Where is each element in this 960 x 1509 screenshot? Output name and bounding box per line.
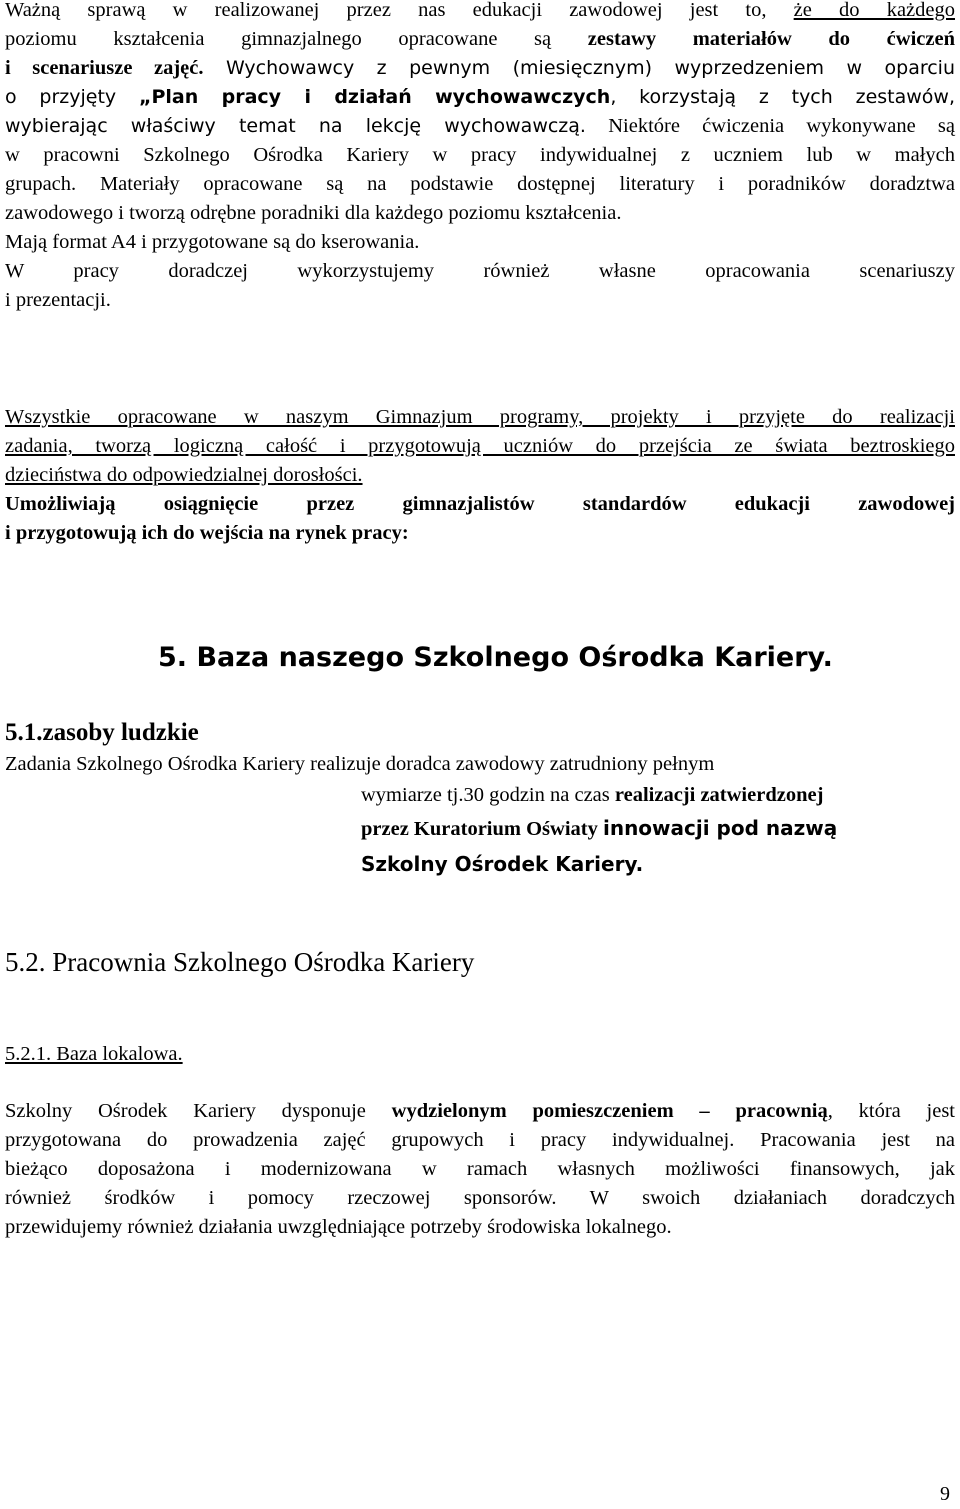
text-line: Wszystkie opracowane w naszym Gimnazjum programy, projekty i przyjęte do realizacji xyxy=(5,406,955,428)
text-line: Szkolny Ośrodek Kariery. xyxy=(361,852,644,876)
section-5-1-heading: 5.1.zasoby ludzkie xyxy=(5,719,199,746)
text-line: wymiarze tj.30 godzin na czas realizacji zatwierdzonej xyxy=(361,784,824,806)
text-line: Umożliwiają osiągnięcie przez gimnazjalistów standardów edukacji zawodowej xyxy=(5,493,955,515)
text-line: i przygotowują ich do wejścia na rynek pracy: xyxy=(5,522,409,544)
page-number: 9 xyxy=(940,1483,950,1505)
text-line: bieżąco doposażona i modernizowana w ramach własnych możliwości finansowych, jak xyxy=(5,1158,955,1180)
text-line: Mają format A4 i przygotowane są do kserowania. xyxy=(5,231,420,253)
text-line: W pracy doradczej wykorzystujemy również własne opracowania scenariuszy xyxy=(5,260,955,282)
text-line: Szkolny Ośrodek Kariery dysponuje wydzielonym pomieszczeniem – pracownią, która jest xyxy=(5,1100,955,1122)
text-line: dzieciństwa do odpowiedzialnej dorosłości. xyxy=(5,464,363,486)
section-5-2-heading: 5.2. Pracownia Szkolnego Ośrodka Kariery xyxy=(5,947,475,977)
text-line: przygotowana do prowadzenia zajęć grupowych i pracy indywidualnej. Pracowania jest na xyxy=(5,1129,955,1151)
text-line: wybierając właściwy temat na lekcję wychowawczą. Niektóre ćwiczenia wykonywane są xyxy=(5,115,955,137)
text-line: Zadania Szkolnego Ośrodka Kariery realizuje doradca zawodowy zatrudniony pełnym xyxy=(5,753,715,775)
summary-paragraph xyxy=(5,403,955,548)
text-line: również środków i pomocy rzeczowej sponsorów. W swoich działaniach doradczych xyxy=(5,1187,955,1209)
text-line: w pracowni Szkolnego Ośrodka Kariery w pracy indywidualnej z uczniem lub w małych xyxy=(5,144,955,166)
text-line: zadania, tworzą logiczną całość i przygotowują uczniów do przejścia ze świata beztroskiego xyxy=(5,435,955,457)
text-line: i prezentacji. xyxy=(5,289,111,311)
text-line: grupach. Materiały opracowane są na podstawie dostępnej literatury i poradników doradztwa xyxy=(5,173,955,195)
text-line: przewidujemy również działania uwzględniające potrzeby środowiska lokalnego. xyxy=(5,1216,672,1238)
human-resources-paragraph xyxy=(5,750,955,879)
text-line: przez Kuratorium Oświaty innowacji pod nazwą xyxy=(361,816,838,840)
premises-paragraph xyxy=(5,1097,955,1242)
text-line: Ważną sprawą w realizowanej przez nas edukacji zawodowej jest to, że do każdego xyxy=(5,0,955,21)
text-line: poziomu kształcenia gimnazjalnego opracowane są zestawy materiałów do ćwiczeń xyxy=(5,28,955,50)
intro-paragraph xyxy=(5,0,955,315)
text-line: i scenariusze zajęć. Wychowawcy z pewnym (miesięcznym) wyprzedzeniem w oparciu xyxy=(5,57,955,79)
section-5-heading: 5. Baza naszego Szkolnego Ośrodka Kariery. xyxy=(158,642,833,673)
text-line: o przyjęty „Plan pracy i działań wychowawczych, korzystają z tych zestawów, xyxy=(5,86,955,108)
text-line: zawodowego i tworzą odrębne poradniki dla każdego poziomu kształcenia. xyxy=(5,202,622,224)
section-5-2-1-heading: 5.2.1. Baza lokalowa. xyxy=(5,1043,183,1065)
